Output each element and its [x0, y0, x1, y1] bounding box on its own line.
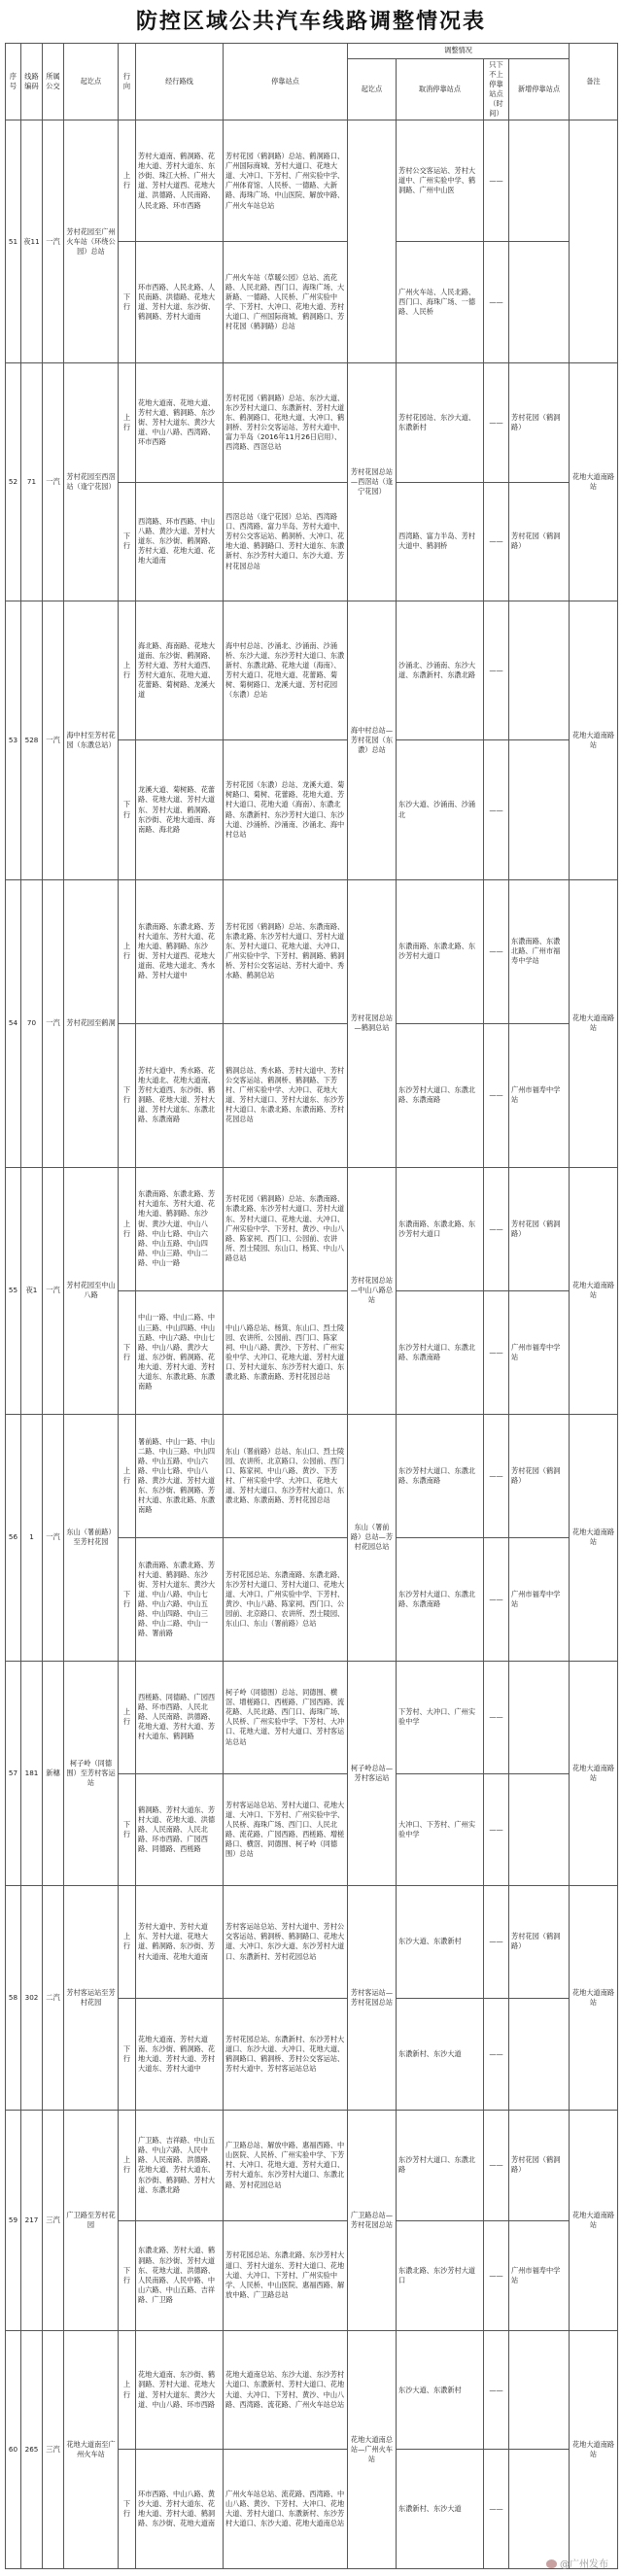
note-cell: 花地大道南路站: [570, 601, 618, 880]
route-no-cell: 71: [21, 363, 43, 601]
stops-cell: 芳村花园（鹤洞路）总站、东漖南路、东漖北路、东沙芳村大道口、芳村大道东、芳村大道口、花地大道、大冲口、广州实验中学、下芳村、黄沙、中山八路、陈家祠、西门口、公园前、农讲所、烈士陵园、东山口、杨箕、中山八路总站: [224, 1167, 348, 1290]
stops-cell: 西滘总站（逢宁花园）总站、西湾路口、西湾路、富力半岛、芳村大道中、芳村公交客运站、鹤洞桥、大冲口、花地大道、鹤洞路口、芳村大道东、东漖新村、东沙芳村大道口、东沙大道、芳村花园总站: [224, 482, 348, 601]
stops-cell: 芳村花园总站、东漖新村、东沙芳村大道口、东沙大道、大冲口、花地大道、鹤洞路口、鹤洞桥、芳村公交客运站、芳村大道中、芳村客运站总站: [224, 1998, 348, 2111]
roads-cell: 东漖南路、东漖北路、芳村大道东、芳村大道、花地大道、鹤洞路、东沙街、黄沙大道、中山八路、中山七路、中山六路、中山五路、中山四路、中山三路、中山二路、中山一路: [136, 1167, 224, 1290]
note-cell: 花地大道南路站: [570, 1414, 618, 1661]
roads-cell: 芳村大道中、芳村大道东、芳村大道、花地大道、鹤洞路、东沙街、芳村大道南、花地大道南: [136, 1886, 224, 1999]
seq-cell: 52: [6, 363, 21, 601]
new-stop-cell: [509, 2330, 570, 2450]
direction-cell: 上行: [119, 601, 136, 740]
roads-cell: 东漖南路、东漖北路、芳村大道、鹤洞路、东沙街、芳村大道东、黄沙大道、中山八路、中山七路、中山六路、中山五路、中山四路、中山三路、中山二路、中山一路、署前路: [136, 1537, 224, 1661]
stops-cell: 广卫路总站、解放中路、惠福西路、中山医院、人民桥、广州实验中学、下芳村、大冲口、花地大道、芳村大道口、芳村大道东、东沙芳村大道口、东漖北路、芳村花园总站: [224, 2111, 348, 2220]
cancel-stops-cell: 东漖北路、东沙芳村大道口: [397, 2220, 484, 2330]
watermark-text: @广州发布: [560, 2559, 608, 2570]
route-no-cell: 夜11: [21, 120, 43, 363]
new-stop-cell: [509, 1773, 570, 1886]
route-no-cell: 70: [21, 879, 43, 1167]
new-stop-cell: [509, 242, 570, 363]
not-stop-cell: ——: [484, 2111, 509, 2220]
cancel-stops-cell: 东漖新村、东沙大道: [397, 1998, 484, 2111]
origin-cell: 广卫路至芳村花园: [64, 2111, 119, 2331]
note-cell: 花地大道南路站: [570, 1167, 618, 1414]
header-adjust-group: 调整情况: [348, 44, 570, 59]
direction-cell: 上行: [119, 1167, 136, 1290]
cancel-stops-cell: 东沙大道、沙涌南、沙涌北: [397, 740, 484, 879]
seq-cell: 55: [6, 1167, 21, 1414]
stops-cell: 花地大道南总站、东沙大道、东沙芳村大道口、东漖新村、芳村大道口、花地大道、大冲口、下芳村、黄沙、中山八路、西湾路、流花路、广州火车站总站: [224, 2330, 348, 2450]
stops-cell: 芳村花园（鹤洞路）总站、鹤洞路口、广州国际商城、芳村大道口、花地大道、大冲口、下芳村、广州实验中学、广州体育馆、人民桥、一德路、大新路、海珠广场、中山医院、解放中路、广州火车站总站: [224, 120, 348, 242]
not-stop-cell: ——: [484, 363, 509, 483]
note-cell: 花地大道南路站: [570, 2330, 618, 2568]
new-stop-cell: [509, 740, 570, 879]
adjust-start-cell: 花地大道南总站—广州火车站: [348, 2330, 397, 2568]
header-route-no: 线路编码: [21, 44, 43, 120]
new-stop-cell: 广州市福寿中学站: [509, 1537, 570, 1661]
stops-cell: 芳村客运站总站、芳村大道口、花地大道、大冲口、下芳村、广州实验中学、人民桥、海珠广场、西门口、人民北路、流花路、广园西路、西槎路、增槎路口、横滘、同德围、柯子岭（同德围）总站: [224, 1773, 348, 1886]
direction-cell: 下行: [119, 482, 136, 601]
weibo-logo-icon: [546, 2559, 557, 2568]
cancel-stops-cell: 广州火车站、人民北路、西门口、海珠广场、一德路、人民桥: [397, 242, 484, 363]
stops-cell: 中山八路总站、杨箕、东山口、烈士陵园、农讲所、公园前、西门口、陈家祠、中山八路、黄沙、下芳村、广州实验中学、大冲口、花地大道、芳村大道口、芳村大道东、东沙芳村大道口、东漖北路、东漖南路、芳村花园总站: [224, 1290, 348, 1414]
company-cell: 一汽: [43, 879, 64, 1167]
seq-cell: 58: [6, 1886, 21, 2111]
company-cell: 一汽: [43, 363, 64, 601]
table-row: [6, 1414, 618, 1537]
stops-cell: 鹤洞总站、秀水路、芳村大道中、芳村公交客运站、鹤洞桥、鹤洞路、下芳村、广州实验中学、大冲口、花地大道、芳村大道口、芳村大道东、东沙芳村大道口、东漖北路、东漖南路、芳村花园总站: [224, 1023, 348, 1167]
header-company: 所属公交: [43, 44, 64, 120]
seq-cell: 57: [6, 1662, 21, 1886]
adjust-start-cell: 广卫路总站—芳村花园总站: [348, 2111, 397, 2331]
direction-cell: 上行: [119, 363, 136, 483]
adjust-start-cell: 海中村总站—芳村花园（东漖）总站: [348, 601, 397, 880]
direction-cell: 上行: [119, 1414, 136, 1537]
table-row: [6, 879, 618, 1023]
header-direction: 行向: [119, 44, 136, 120]
cancel-stops-cell: 东沙芳村大道口、东漖北路: [397, 2111, 484, 2220]
stops-cell: 芳村花园（鹤洞路）总站、东漖南路、东漖北路、东沙芳村大道口、芳村大道东、芳村大道口、花地大道、大冲口、广州实验中学、下芳村、鹤洞路、鹤洞桥、芳村公交客运站、芳村大道中、秀水路、鹤洞总站: [224, 879, 348, 1023]
new-stop-cell: [509, 1998, 570, 2111]
cancel-stops-cell: 大冲口、下芳村、广州实验中学: [397, 1773, 484, 1886]
route-no-cell: 1: [21, 1414, 43, 1661]
origin-cell: 芳村客运站至芳村花园: [64, 1886, 119, 2111]
not-stop-cell: ——: [484, 242, 509, 363]
cancel-stops-cell: 东沙大道、东漖新村: [397, 2330, 484, 2450]
roads-cell: 花地大道南、芳村大道南、东沙街、鹤洞路、花地大道、芳村大道、芳村大道东、芳村大道中: [136, 1998, 224, 2111]
cancel-stops-cell: 沙涌北、沙涌南、东沙大道、东漖新村、东漖北路: [397, 601, 484, 740]
roads-cell: 东漖北路、芳村大道、鹤洞路、东沙街、芳村大道东、花地大道、洪德路、人民南路、人民中路、中山六路、中山五路、吉祥路、广卫路: [136, 2220, 224, 2330]
header-origin: 起讫点: [64, 44, 119, 120]
seq-cell: 54: [6, 879, 21, 1167]
not-stop-cell: ——: [484, 120, 509, 242]
company-cell: 一汽: [43, 601, 64, 880]
new-stop-cell: 广州市福寿中学站: [509, 2220, 570, 2330]
direction-cell: 下行: [119, 1537, 136, 1661]
watermark: [546, 2556, 608, 2570]
new-stop-cell: [509, 601, 570, 740]
table-row: [6, 1886, 618, 1999]
header-stops: 停靠站点: [224, 44, 348, 120]
roads-cell: 海北路、海南路、花地大道南、东沙街、鹤洞路、芳村大道、芳村大道西、芳村大道东、花地大道、花蕾路、菊树路、龙溪大道: [136, 601, 224, 740]
stops-cell: 广州火车站总站、流花路、西湾路、中山八路、黄沙、下芳村、大冲口、花地大道、芳村大道口、东漖新村、东沙芳村大道口、东沙大道、花地大道南总站: [224, 2450, 348, 2569]
direction-cell: 下行: [119, 242, 136, 363]
route-no-cell: 夜1: [21, 1167, 43, 1414]
stops-cell: 广州火车站（草暖公园）总站、流花路、人民北路、西门口、海珠广场、大新路、一德路、人民桥、广州实验中学、下芳村、大冲口、花地大道、芳村大道口、广州国际商城、鹤洞路口、芳村花园（鹤洞路）总站: [224, 242, 348, 363]
table-row: [6, 2111, 618, 2220]
header-not-stop: 只下不上停靠站点（时间）: [484, 59, 509, 120]
adjust-start-cell: 芳村客运站—芳村花园总站: [348, 1886, 397, 2111]
cancel-stops-cell: 芳村公交客运站、芳村大道中、广州实验中学、鹤洞路、广州中山医: [397, 120, 484, 242]
roads-cell: 芳村大道南、鹤洞路、花地大道、芳村大道东、东沙街、珠江大桥、广州大道、芳村大道西、花地大道、洪德路、人民南路、人民北路、环市西路: [136, 120, 224, 242]
origin-cell: 芳村花园至广州火车站（环绕公园）总站: [64, 120, 119, 363]
roads-cell: 龙溪大道、菊树路、花蕾路、花地大道、芳村大道东、芳村大道、鹤洞路、东沙街、花地大道南、海南路、海北路: [136, 740, 224, 879]
not-stop-cell: ——: [484, 1998, 509, 2111]
cancel-stops-cell: 东漖南路、东漖北路、东沙芳村大道口: [397, 879, 484, 1023]
adjust-start-cell: 芳村花园总站—中山八路总站: [348, 1167, 397, 1414]
page-title: 防控区域公共汽车线路调整情况表: [135, 9, 486, 34]
roads-cell: 鹤洞路、芳村大道东、芳村大道、花地大道、洪德路、人民南路、人民北路、环市西路、广园西路、同德路、西槎路: [136, 1773, 224, 1886]
origin-cell: 芳村花园至西滘站（逢宁花园）: [64, 363, 119, 601]
origin-cell: 芳村花园至中山八路: [64, 1167, 119, 1414]
table-row: [6, 1662, 618, 1774]
seq-cell: 56: [6, 1414, 21, 1661]
new-stop-cell: [509, 120, 570, 242]
origin-cell: 柯子岭（同德围）至芳村客运站: [64, 1662, 119, 1886]
roads-cell: 花地大道南、东沙街、鹤洞路、芳村大道、花地大道、芳村大道东、黄沙大道、中山八路、环市西路: [136, 2330, 224, 2450]
note-cell: 花地大道南路站: [570, 2111, 618, 2331]
direction-cell: 上行: [119, 2111, 136, 2220]
header-start: 起讫点: [348, 59, 397, 120]
cancel-stops-cell: 芳村花园站、东沙大道、东漖新村: [397, 363, 484, 483]
note-cell: 花地大道南路站: [570, 1662, 618, 1886]
table-body: [6, 120, 618, 2569]
company-cell: 三汽: [43, 2111, 64, 2331]
header-cancel: 取消停靠站点: [397, 59, 484, 120]
header-note: 备注: [570, 44, 618, 120]
not-stop-cell: ——: [484, 601, 509, 740]
note-cell: 花地大道南路站: [570, 363, 618, 601]
not-stop-cell: ——: [484, 1414, 509, 1537]
route-no-cell: 181: [21, 1662, 43, 1886]
direction-cell: 下行: [119, 740, 136, 879]
direction-cell: 下行: [119, 2450, 136, 2569]
adjust-start-cell: 芳村花园总站—鹤洞总站: [348, 879, 397, 1167]
roads-cell: 芳村大道中、秀水路、花地大道北、花地大道南、芳村大道西、东沙街、鹤洞路、花地大道、芳村大道、芳村大道东、东漖北路、东漖南路: [136, 1023, 224, 1167]
table-header-row: [6, 44, 618, 59]
direction-cell: 上行: [119, 879, 136, 1023]
new-stop-cell: [509, 2450, 570, 2569]
stops-cell: 东山（署前路）总站、东山口、烈士陵园、农讲所、北京路口、公园前、西门口、陈家祠、中山八路、黄沙、下芳村、广州实验中学、大冲口、花地大道、芳村大道口、东沙芳村大道口、东漖北路、东漖南路、芳村花园总站: [224, 1414, 348, 1537]
new-stop-cell: 广州市福寿中学站: [509, 1290, 570, 1414]
direction-cell: 下行: [119, 1998, 136, 2111]
table-row: [6, 1167, 618, 1290]
cancel-stops-cell: 东沙芳村大道口、东漖北路、东漖南路: [397, 1290, 484, 1414]
roads-cell: 中山一路、中山二路、中山三路、中山四路、中山五路、中山六路、中山七路、中山八路、黄沙大道、东沙街、鹤洞路、花地大道、芳村大道、芳村大道东、东漖北路、东漖南路: [136, 1290, 224, 1414]
not-stop-cell: ——: [484, 1167, 509, 1290]
not-stop-cell: ——: [484, 879, 509, 1023]
stops-cell: 海中村总站、沙涌北、沙涌南、沙涌桥、东沙大道、东沙芳村大道口、东漖新村、东漖北路、花地大道（海南）、芳村大道口、花地大道、花蕾路、菊树、菊树路口、龙溪大道、芳村花园（东漖）总站: [224, 601, 348, 740]
note-cell: [570, 120, 618, 363]
adjust-start-cell: 柯子岭总站—芳村客运站: [348, 1662, 397, 1886]
new-stop-cell: 广州市福寿中学站: [509, 1023, 570, 1167]
origin-cell: 花地大道南至广州火车站: [64, 2330, 119, 2568]
stops-cell: 芳村花园总站、东漖南路、东漖北路、东沙芳村大道口、芳村大道口、花地大道、大冲口、广州实验中学、下芳村、黄沙、中山八路、陈家祠、西门口、公园前、北京路口、农讲所、烈士陵园、东山口、东山（署前路）总站: [224, 1537, 348, 1661]
header-roads: 经行路线: [136, 44, 224, 120]
new-stop-cell: 芳村花园（鹤洞路）: [509, 1886, 570, 1999]
company-cell: 三汽: [43, 2330, 64, 2568]
cancel-stops-cell: 东漖南路、东漖北路、东沙芳村大道口: [397, 1167, 484, 1290]
direction-cell: 上行: [119, 2330, 136, 2450]
company-cell: 一汽: [43, 120, 64, 363]
direction-cell: 下行: [119, 1290, 136, 1414]
roads-cell: 西槎路、同德路、广园西路、环市西路、人民北路、人民南路、洪德路、花地大道、芳村大道、芳村大道东、鹤洞路: [136, 1662, 224, 1774]
seq-cell: 51: [6, 120, 21, 363]
not-stop-cell: ——: [484, 1886, 509, 1999]
direction-cell: 上行: [119, 120, 136, 242]
not-stop-cell: ——: [484, 482, 509, 601]
new-stop-cell: 芳村花园（鹤洞路）: [509, 1167, 570, 1290]
cancel-stops-cell: 西湾路、富力半岛、芳村大道中、鹤洞桥: [397, 482, 484, 601]
cancel-stops-cell: 东沙大道、东漖新村: [397, 1886, 484, 1999]
new-stop-cell: 芳村花园（鹤洞路）: [509, 482, 570, 601]
origin-cell: 东山（署前路）至芳村花园: [64, 1414, 119, 1661]
direction-cell: 下行: [119, 2220, 136, 2330]
seq-cell: 59: [6, 2111, 21, 2331]
new-stop-cell: 芳村花园（鹤洞路）: [509, 2111, 570, 2220]
cancel-stops-cell: 东沙芳村大道口、东漖北路、东漖南路: [397, 1414, 484, 1537]
table-row: [6, 2330, 618, 2450]
stops-cell: 芳村花园总站、东漖北路、东沙芳村大道口、芳村大道东、芳村大道口、花地大道、大冲口、下芳村、广州实验中学、人民桥、中山医院、惠福西路、解放中路、广卫路总站: [224, 2220, 348, 2330]
seq-cell: 60: [6, 2330, 21, 2568]
cancel-stops-cell: 东沙芳村大道口、东漖北路、东漖南路: [397, 1537, 484, 1661]
direction-cell: 上行: [119, 1886, 136, 1999]
adjust-start-cell: 芳村花园总站—西滘站（逢宁花园）: [348, 363, 397, 601]
stops-cell: 芳村花园（东漖）总站、龙溪大道、菊树路口、菊树、花蕾路、花地大道、芳村大道口、花地大道（海南）、东漖北路、东漖新村、东沙芳村大道口、东沙大道、沙涌桥、沙涌南、沙涌北、海中村总站: [224, 740, 348, 879]
new-stop-cell: 芳村花园（鹤洞路）: [509, 1414, 570, 1537]
roads-cell: 花地大道南、花地大道、芳村大道、鹤洞路、东沙街、芳村大道东、黄沙大道、中山八路、西湾路、环市西路: [136, 363, 224, 483]
roads-cell: 东漖南路、东漖北路、芳村大道东、芳村大道、花地大道、鹤洞路、东沙街、芳村大道西、花地大道南、花地大道北、秀水路、芳村大道中: [136, 879, 224, 1023]
adjust-start-cell: 东山（署前路）总站—芳村花园总站: [348, 1414, 397, 1661]
company-cell: 新穗: [43, 1662, 64, 1886]
company-cell: 二汽: [43, 1886, 64, 2111]
not-stop-cell: ——: [484, 1537, 509, 1661]
table-row: [6, 363, 618, 483]
cancel-stops-cell: 下芳村、大冲口、广州实验中学: [397, 1662, 484, 1774]
note-cell: 花地大道南路站: [570, 1886, 618, 2111]
route-no-cell: 265: [21, 2330, 43, 2568]
not-stop-cell: ——: [484, 1290, 509, 1414]
direction-cell: 上行: [119, 1662, 136, 1774]
note-cell: 花地大道南路站: [570, 879, 618, 1167]
seq-cell: 53: [6, 601, 21, 880]
not-stop-cell: ——: [484, 2220, 509, 2330]
not-stop-cell: ——: [484, 1773, 509, 1886]
company-cell: 一汽: [43, 1167, 64, 1414]
roads-cell: 环市西路、中山八路、黄沙大道、芳村大道东、花地大道、芳村大道、鹤洞路、东沙街、花地大道南: [136, 2450, 224, 2569]
not-stop-cell: ——: [484, 1023, 509, 1167]
new-stop-cell: [509, 1662, 570, 1774]
origin-cell: 芳村花园至鹤洞: [64, 879, 119, 1167]
table-row: [6, 120, 618, 242]
not-stop-cell: ——: [484, 740, 509, 879]
route-no-cell: 528: [21, 601, 43, 880]
stops-cell: 芳村客运站总站、芳村大道中、芳村公交客运站、鹤洞桥、鹤洞路口、花地大道、大冲口、东沙大道、东沙芳村大道口、东漖新村、芳村花园总站: [224, 1886, 348, 1999]
not-stop-cell: ——: [484, 2330, 509, 2450]
roads-cell: 环市西路、人民北路、人民南路、洪德路、花地大道、芳村大道、东沙街、鹤洞路、芳村大道南: [136, 242, 224, 363]
roads-cell: 广卫路、吉祥路、中山五路、中山六路、人民中路、人民南路、洪德路、花地大道、芳村大道东、东沙街、鹤洞路、芳村大道、东漖北路: [136, 2111, 224, 2220]
route-adjustment-table: [5, 43, 618, 2569]
new-stop-cell: 东漖南路、东漖北路、广州市福寿中学站: [509, 879, 570, 1023]
not-stop-cell: ——: [484, 1662, 509, 1774]
route-no-cell: 302: [21, 1886, 43, 2111]
not-stop-cell: ——: [484, 2450, 509, 2569]
cancel-stops-cell: 东沙芳村大道口、东漖北路、东漖南路: [397, 1023, 484, 1167]
cancel-stops-cell: 东漖新村、东沙大道: [397, 2450, 484, 2569]
stops-cell: 芳村花园（鹤洞路）总站、东沙大道、东沙芳村大道口、东漖新村、芳村大道东、鹤洞路口、花地大道、大冲口、鹤洞桥、芳村公交客运站、芳村大道中、富力半岛（2016年11月26日启用）、西湾路、西滘总站: [224, 363, 348, 483]
adjust-start-cell: [348, 120, 397, 363]
header-new-stop: 新增停靠站点: [509, 59, 570, 120]
table-row: [6, 601, 618, 740]
company-cell: 一汽: [43, 1414, 64, 1661]
roads-cell: 署前路、中山一路、中山二路、中山三路、中山四路、中山五路、中山六路、中山七路、中山八路、黄沙大道、芳村大道东、东沙街、鹤洞路、芳村大道、东漖北路、东漖南路: [136, 1414, 224, 1537]
header-seq: 序号: [6, 44, 21, 120]
roads-cell: 西湾路、环市西路、中山八路、黄沙大道、芳村大道东、东沙街、鹤洞路、芳村大道、花地大道、花地大道南: [136, 482, 224, 601]
direction-cell: 下行: [119, 1023, 136, 1167]
new-stop-cell: 芳村花园（鹤洞路）: [509, 363, 570, 483]
origin-cell: 海中村至芳村花园（东漖总站）: [64, 601, 119, 880]
stops-cell: 柯子岭（同德围）总站、同德围、横滘、增槎路口、西槎路、广园西路、流花路、人民北路、西门口、海珠广场、人民桥、广州实验中学、下芳村、大冲口、花地大道、芳村大道口、芳村客运站总站: [224, 1662, 348, 1774]
direction-cell: 下行: [119, 1773, 136, 1886]
route-no-cell: 217: [21, 2111, 43, 2331]
